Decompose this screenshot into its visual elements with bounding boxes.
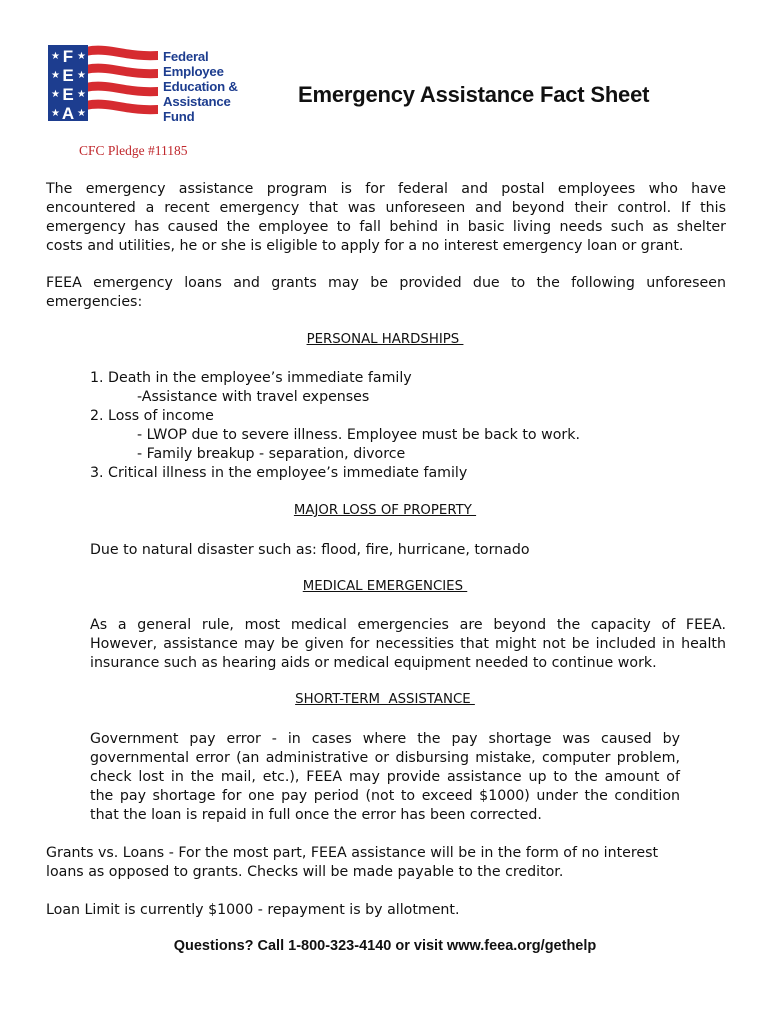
svg-text:★: ★ <box>51 89 60 100</box>
short-term-line: Government pay error - in cases where the pay shortage was caused by <box>90 731 680 747</box>
medical-line: As a general rule, most medical emergencies are beyond the capacity of FEEA. <box>90 617 726 633</box>
property-text: Due to natural disaster such as: flood, fire, hurricane, tornado <box>90 542 530 558</box>
heading-medical-emergencies: MEDICAL EMERGENCIES <box>302 579 468 594</box>
feea-flag-logo-icon <box>46 43 158 123</box>
list-subitem: - LWOP due to severe illness. Employee must be back to work. <box>137 427 580 443</box>
intro-line: The emergency assistance program is for federal and postal employees who have <box>46 181 726 197</box>
svg-text:★: ★ <box>51 70 60 81</box>
logo-name-line: Fund <box>163 109 195 124</box>
logo-name <box>163 49 238 124</box>
svg-text:★: ★ <box>77 89 86 100</box>
logo-letter-a: A <box>61 104 75 123</box>
medical-line: However, assistance may be given for necessities that might not be included in health <box>90 636 726 652</box>
logo-name-line: Assistance <box>163 94 231 109</box>
list-subitem: - Family breakup - separation, divorce <box>137 446 406 462</box>
provided-line: emergencies: <box>46 294 143 310</box>
list-item: 2. Loss of income <box>90 408 214 424</box>
logo-letter-e2: E <box>62 85 74 104</box>
heading-major-loss-of-property: MAJOR LOSS OF PROPERTY <box>293 503 477 518</box>
contact-footer: Questions? Call 1-800-323-4140 or visit www.feea.org/gethelp <box>173 938 597 954</box>
short-term-paragraph <box>90 730 680 825</box>
page-title: Emergency Assistance Fact Sheet <box>298 82 650 107</box>
short-term-line: governmental error (an administrative or disbursing mistake, computer problem, <box>90 750 680 766</box>
intro-line: costs and utilities, he or she is eligible to apply for a no interest emergency loan or grant. <box>46 238 684 254</box>
short-term-line: the pay shortage for one pay period (not to exceed $1000) under the condition <box>90 788 680 804</box>
list-item: 1. Death in the employee’s immediate family <box>90 370 412 386</box>
logo-name-line: Employee <box>163 64 224 79</box>
provided-paragraph <box>46 274 726 312</box>
cfc-pledge: CFC Pledge #11185 <box>79 143 188 158</box>
medical-paragraph <box>90 616 726 673</box>
intro-paragraph <box>46 180 726 256</box>
feea-logo <box>46 43 251 123</box>
list-subitem: -Assistance with travel expenses <box>137 389 370 405</box>
list-item: 3. Critical illness in the employee’s immediate family <box>90 465 468 481</box>
personal-hardships-list <box>90 369 580 483</box>
provided-line: FEEA emergency loans and grants may be provided due to the following unforeseen <box>46 275 726 291</box>
grants-line: Grants vs. Loans - For the most part, FEEA assistance will be in the form of no interest <box>46 845 659 861</box>
heading-personal-hardships: PERSONAL HARDSHIPS <box>306 332 464 347</box>
svg-text:★: ★ <box>51 51 60 62</box>
intro-line: emergency has caused the employee to fall behind in basic living needs such as shelter <box>46 219 726 235</box>
logo-name-line: Education & <box>163 79 238 94</box>
short-term-line: check lost in the mail, etc.), FEEA may provide assistance up to the amount of <box>90 769 680 785</box>
logo-letter-e1: E <box>62 66 74 85</box>
intro-line: encountered a recent emergency that was unforeseen and beyond their control. If this <box>46 200 726 216</box>
logo-letter-f: F <box>62 47 74 66</box>
grants-line: loans as opposed to grants. Checks will be made payable to the creditor. <box>46 864 564 880</box>
svg-text:★: ★ <box>77 108 86 119</box>
svg-text:★: ★ <box>77 51 86 62</box>
svg-text:★: ★ <box>51 108 60 119</box>
heading-short-term-assistance: SHORT-TERM ASSISTANCE <box>295 692 475 707</box>
short-term-line: that the loan is repaid in full once the error has been corrected. <box>90 807 542 823</box>
svg-text:★: ★ <box>77 70 86 81</box>
loan-limit-text: Loan Limit is currently $1000 - repayment is by allotment. <box>46 902 460 918</box>
medical-line: insurance such as hearing aids or medical equipment needed to continue work. <box>90 655 657 671</box>
logo-name-line: Federal <box>163 49 209 64</box>
grants-paragraph <box>46 844 658 882</box>
